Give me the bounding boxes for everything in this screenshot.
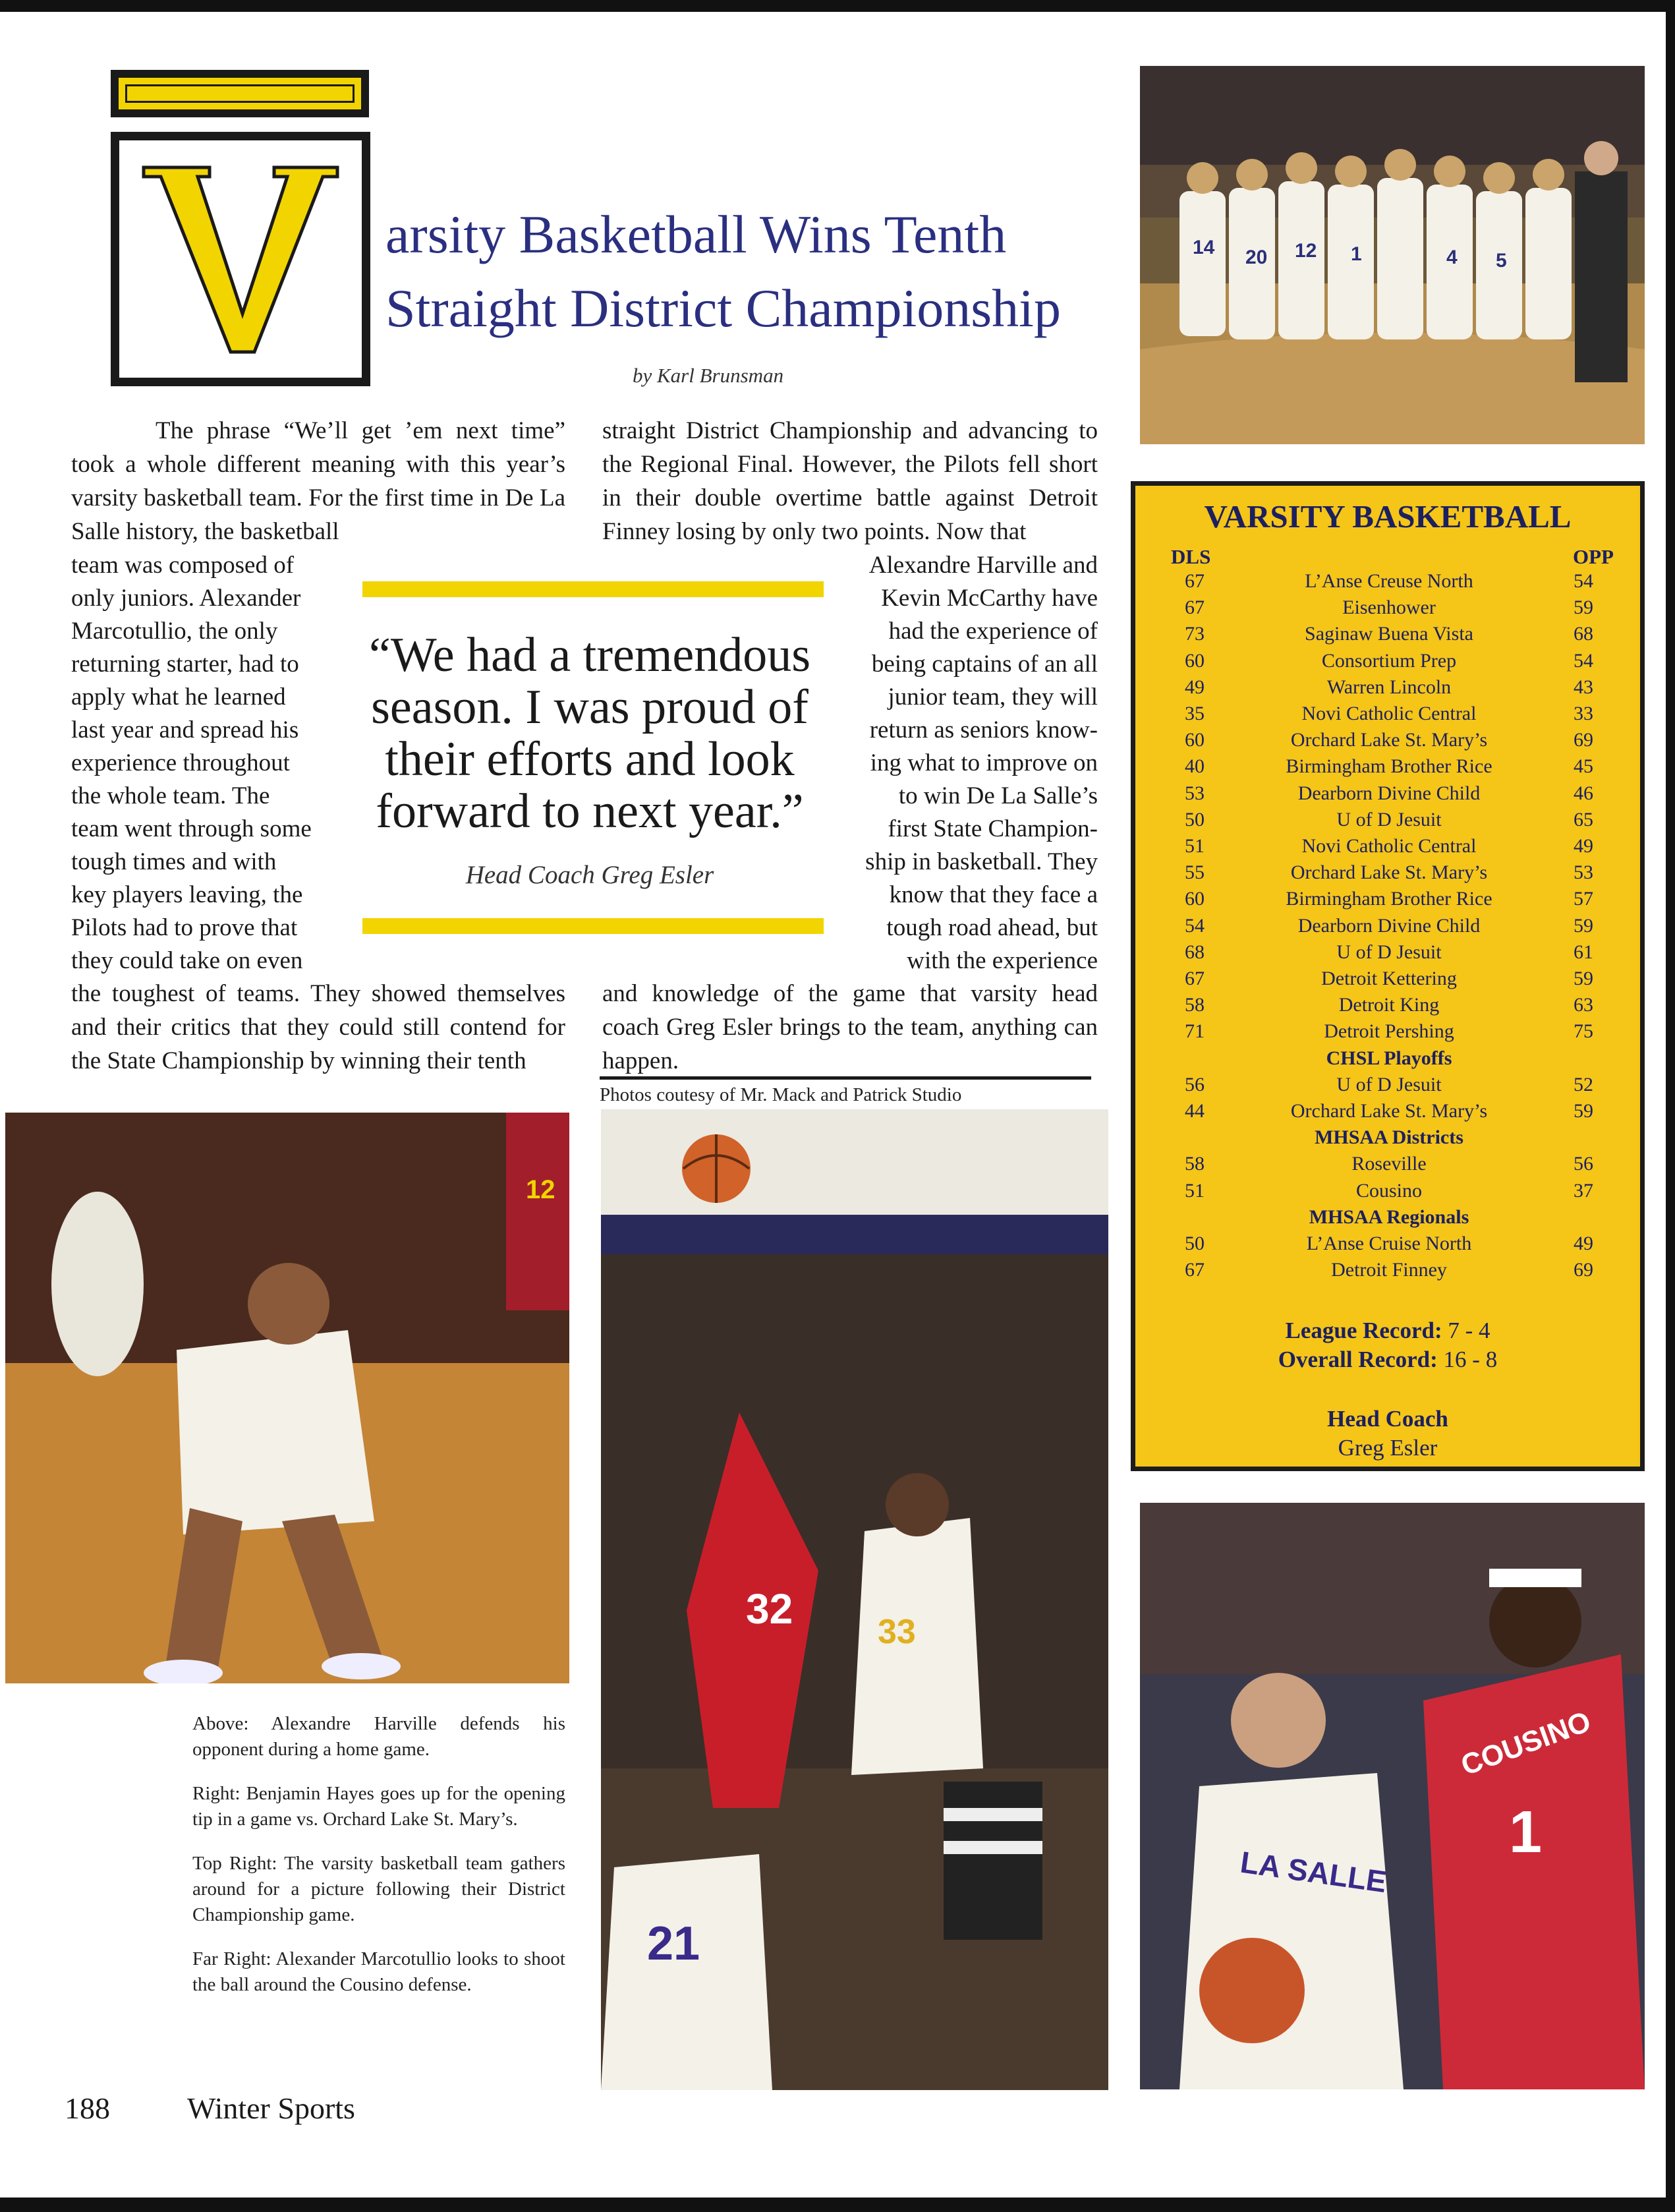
opponent-name: Dearborn Divine Child <box>1297 914 1481 937</box>
col2-narrow <box>837 548 1098 977</box>
opponent-name: Orchard Lake St. Mary’s <box>1290 729 1488 751</box>
opponent-name: Birmingham Brother Rice <box>1286 755 1492 778</box>
photo-drive <box>1140 1503 1645 2089</box>
overall-record: Overall Record: 16 - 8 <box>1278 1347 1498 1372</box>
article-title <box>385 198 1137 345</box>
schedule-row <box>1135 1153 1640 1179</box>
schedule-row <box>1135 755 1640 782</box>
opp-score: 59 <box>1574 968 1593 989</box>
opponent-name: Consortium Prep <box>1321 649 1457 672</box>
col1-bottom: the toughest of teams. They showed themselves and their critics that they could still contend for the State Championship by winning their tenth <box>71 980 565 1074</box>
head-coach-label: Head Coach <box>1327 1406 1448 1432</box>
decorative-yellow-bar <box>111 70 369 117</box>
opponent-name: Detroit Pershing <box>1324 1020 1454 1043</box>
team-jersey-5: 4 <box>1446 247 1458 268</box>
col2-line: first State Champion- <box>888 815 1098 842</box>
col2-line: ing what to improve on <box>870 749 1098 776</box>
col1-line: returning starter, had to <box>71 651 299 678</box>
opponent-name: Saginaw Buena Vista <box>1305 623 1473 645</box>
schedule-row <box>1135 1020 1640 1047</box>
dls-score: 55 <box>1185 861 1205 884</box>
dls-score: 54 <box>1185 914 1205 937</box>
opp-score: 65 <box>1574 808 1593 830</box>
photo-defense <box>5 1113 569 1683</box>
schedule-row <box>1135 703 1640 729</box>
opp-score: 33 <box>1574 703 1593 724</box>
dls-score: 58 <box>1185 994 1205 1016</box>
schedule-row <box>1135 809 1640 835</box>
opponent-name: L’Anse Creuse North <box>1305 570 1473 592</box>
col2-line: junior team, they will <box>888 684 1098 711</box>
title-line-1: arsity Basketball Wins Tenth <box>385 204 1007 264</box>
opp-score: 68 <box>1574 623 1593 645</box>
opponent-name: Detroit Kettering <box>1321 968 1457 989</box>
dls-score: 50 <box>1185 1233 1205 1254</box>
schedule-row <box>1135 1180 1640 1206</box>
top-border <box>0 0 1675 12</box>
dls-score: 50 <box>1185 808 1205 830</box>
team-jersey-6: 5 <box>1496 250 1507 272</box>
team-jersey-3: 12 <box>1295 240 1317 262</box>
dls-score: 40 <box>1185 755 1205 778</box>
col-header-opp: OPP <box>1573 545 1614 568</box>
schedule-row <box>1135 650 1640 676</box>
schedule-row <box>1135 994 1640 1020</box>
col2-line: tough road ahead, but <box>886 914 1098 941</box>
col1-line: team was composed of <box>71 552 295 579</box>
opp-score: 59 <box>1574 914 1593 937</box>
col1-line: Marcotullio, the only <box>71 618 278 645</box>
col1-line: they could take on even <box>71 947 303 974</box>
schedule-section-header <box>1135 1206 1640 1233</box>
page-number: 188 <box>65 2091 110 2125</box>
col1-line: key players leaving, the <box>71 881 303 908</box>
col2-line: ship in basketball. They <box>865 848 1098 875</box>
dls-score: 71 <box>1185 1020 1205 1043</box>
schedule-row <box>1135 676 1640 703</box>
opponent-jersey-number: 12 <box>526 1175 555 1204</box>
schedule-row <box>1135 597 1640 623</box>
opponent-name: Orchard Lake St. Mary’s <box>1290 1100 1488 1122</box>
opp-score: 46 <box>1574 782 1593 804</box>
schedule-row <box>1135 941 1640 968</box>
dls-score: 51 <box>1185 835 1205 857</box>
dls-score: 53 <box>1185 782 1205 804</box>
opp-score: 56 <box>1574 1153 1593 1175</box>
opponent-name: L’Anse Cruise North <box>1306 1233 1472 1254</box>
opp-score: 59 <box>1574 1100 1593 1122</box>
credit-rule <box>600 1076 1091 1080</box>
col1-line: only juniors. Alexander <box>71 585 301 612</box>
schedule-section-header <box>1135 1047 1640 1074</box>
col2-bottom: and knowledge of the game that varsity head coach Greg Esler brings to the team, anything can happen. <box>602 980 1098 1074</box>
dls-score: 44 <box>1185 1100 1205 1122</box>
opp-score: 54 <box>1574 570 1593 592</box>
dropcap-box <box>111 132 370 386</box>
col1-line: experience throughout <box>71 749 290 776</box>
schedule-section-label: MHSAA Regionals <box>1309 1206 1469 1228</box>
opponent-name: Detroit Finney <box>1331 1259 1447 1281</box>
bottom-border <box>0 2197 1675 2212</box>
schedule-row <box>1135 623 1640 649</box>
dropcap-v <box>137 161 344 359</box>
dls-score: 67 <box>1185 597 1205 619</box>
schedule-row <box>1135 888 1640 914</box>
opp-score: 49 <box>1574 1233 1593 1254</box>
schedule-section-label: CHSL Playoffs <box>1326 1047 1452 1069</box>
caption-far-right: Far Right: Alexander Marcotullio looks to shoot the ball around the Cousino defense. <box>192 1948 565 1995</box>
red-jersey-1: 1 <box>1509 1799 1543 1865</box>
opp-score: 53 <box>1574 861 1593 884</box>
opponent-name: Cousino <box>1355 1179 1423 1202</box>
opponent-name: Orchard Lake St. Mary’s <box>1290 861 1488 884</box>
col2-line: to win De La Salle’s <box>898 782 1098 809</box>
schedule-row <box>1135 968 1640 994</box>
col1-narrow <box>71 548 333 977</box>
dls-score: 60 <box>1185 729 1205 751</box>
opp-score: 57 <box>1574 888 1593 910</box>
opponent-name: U of D Jesuit <box>1336 941 1442 963</box>
opp-score: 43 <box>1574 676 1593 698</box>
opponent-name: Eisenhower <box>1342 597 1436 619</box>
schedule-row <box>1135 729 1640 755</box>
schedule-box <box>1131 481 1645 1471</box>
col2-top: straight District Championship and advancing to the Regional Final. However, the Pilots fell short in their double overtime battle against Detroit Finney losing by only two points. Now that <box>602 417 1098 545</box>
team-jersey-1: 14 <box>1193 237 1215 258</box>
dls-score: 67 <box>1185 1259 1205 1281</box>
quote-bar-bottom <box>362 918 824 934</box>
opponent-name: U of D Jesuit <box>1336 1073 1442 1095</box>
white-jersey-number: 33 <box>878 1613 916 1651</box>
schedule-row <box>1135 782 1640 809</box>
schedule-row <box>1135 1100 1640 1126</box>
schedule-row <box>1135 835 1640 861</box>
opp-score: 69 <box>1574 1259 1593 1281</box>
opponent-name: Detroit King <box>1338 994 1440 1016</box>
col1-line: last year and spread his <box>71 716 299 743</box>
schedule-row <box>1135 1259 1640 1285</box>
opp-score: 52 <box>1574 1073 1593 1095</box>
opp-score: 63 <box>1574 994 1593 1016</box>
purple-jersey-number: 21 <box>647 1917 700 1970</box>
photo-tipoff <box>601 1109 1108 2090</box>
captions <box>192 1711 565 2016</box>
schedule-row <box>1135 1074 1640 1100</box>
dls-score: 68 <box>1185 941 1205 963</box>
quote-bar-top <box>362 581 824 597</box>
caption-right: Right: Benjamin Hayes goes up for the opening tip in a game vs. Orchard Lake St. Mary’s. <box>192 1783 565 1830</box>
col1-top: The phrase “We’ll get ’em next time” took a whole different meaning with this year’s varsity basketball team. For the first time in De La Salle history, the basketball <box>71 417 565 545</box>
opponent-name: Birmingham Brother Rice <box>1286 888 1492 910</box>
opponent-name: Dearborn Divine Child <box>1297 782 1481 804</box>
opp-score: 45 <box>1574 755 1593 778</box>
opp-score: 54 <box>1574 649 1593 672</box>
dls-score: 49 <box>1185 676 1205 698</box>
head-coach-name: Greg Esler <box>1338 1435 1438 1461</box>
opp-score: 59 <box>1574 597 1593 619</box>
photo-credit: Photos coutesy of Mr. Mack and Patrick Studio <box>600 1084 962 1105</box>
byline: by Karl Brunsman <box>633 364 784 387</box>
team-jersey-2: 20 <box>1245 247 1268 268</box>
dls-score: 58 <box>1185 1153 1205 1175</box>
league-record: League Record: 7 - 4 <box>1285 1318 1490 1343</box>
schedule-row <box>1135 861 1640 888</box>
col1-line: team went through some <box>71 815 312 842</box>
dls-score: 56 <box>1185 1073 1205 1095</box>
opp-score: 37 <box>1574 1179 1593 1202</box>
col1-line: the whole team. The <box>71 782 270 809</box>
pull-quote: “We had a tremendous season. I was proud of their efforts and look forward to next year.” <box>368 628 811 838</box>
col2-line: being captains of an all <box>871 651 1098 678</box>
schedule-section-header <box>1135 1126 1640 1153</box>
opp-score: 61 <box>1574 941 1593 963</box>
opponent-name: Novi Catholic Central <box>1301 703 1477 724</box>
col1-line: Pilots had to prove that <box>71 914 298 941</box>
col-header-dls: DLS <box>1171 545 1211 568</box>
caption-above: Above: Alexandre Harville defends his opponent during a home game. <box>192 1713 565 1760</box>
dls-score: 67 <box>1185 968 1205 989</box>
lasalle-text: LA SALLE <box>1238 1844 1389 1900</box>
col2-line: return as seniors know- <box>869 716 1098 743</box>
schedule-row <box>1135 915 1640 941</box>
schedule-section-label: MHSAA Districts <box>1315 1126 1463 1149</box>
col1-line: apply what he learned <box>71 684 286 711</box>
dls-score: 51 <box>1185 1179 1205 1202</box>
schedule-row <box>1135 570 1640 597</box>
dls-score: 60 <box>1185 649 1205 672</box>
opponent-name: U of D Jesuit <box>1336 808 1442 830</box>
right-border <box>1666 0 1675 2212</box>
dls-score: 67 <box>1185 570 1205 592</box>
opponent-name: Novi Catholic Central <box>1301 835 1477 857</box>
col2-line: Kevin McCarthy have <box>881 585 1098 612</box>
opp-score: 49 <box>1574 835 1593 857</box>
col2-line: had the experience of <box>888 618 1098 645</box>
schedule-row <box>1135 1233 1640 1259</box>
dls-score: 60 <box>1185 888 1205 910</box>
opp-score: 75 <box>1574 1020 1593 1043</box>
team-jersey-4: 1 <box>1351 243 1362 265</box>
cousino-text: COUSINO <box>1456 1705 1595 1782</box>
dls-score: 35 <box>1185 703 1205 724</box>
caption-top-right: Top Right: The varsity basketball team gathers around for a picture following their District Championship game. <box>192 1853 565 1925</box>
schedule-heading: VARSITY BASKETBALL <box>1204 498 1572 535</box>
col1-line: tough times and with <box>71 848 277 875</box>
section-name: Winter Sports <box>187 2091 355 2125</box>
opponent-name: Roseville <box>1351 1153 1427 1175</box>
dls-score: 73 <box>1185 623 1205 645</box>
col2-line: with the experience <box>907 947 1098 974</box>
col2-line: Alexandre Harville and <box>868 552 1098 579</box>
opp-score: 69 <box>1574 729 1593 751</box>
team-photo <box>1140 66 1645 444</box>
pull-quote-attribution: Head Coach Greg Esler <box>465 861 714 889</box>
red-jersey-number: 32 <box>746 1585 793 1633</box>
col2-line: know that they face a <box>889 881 1098 908</box>
opponent-name: Warren Lincoln <box>1326 676 1452 698</box>
title-line-2: Straight District Championship <box>385 278 1061 338</box>
